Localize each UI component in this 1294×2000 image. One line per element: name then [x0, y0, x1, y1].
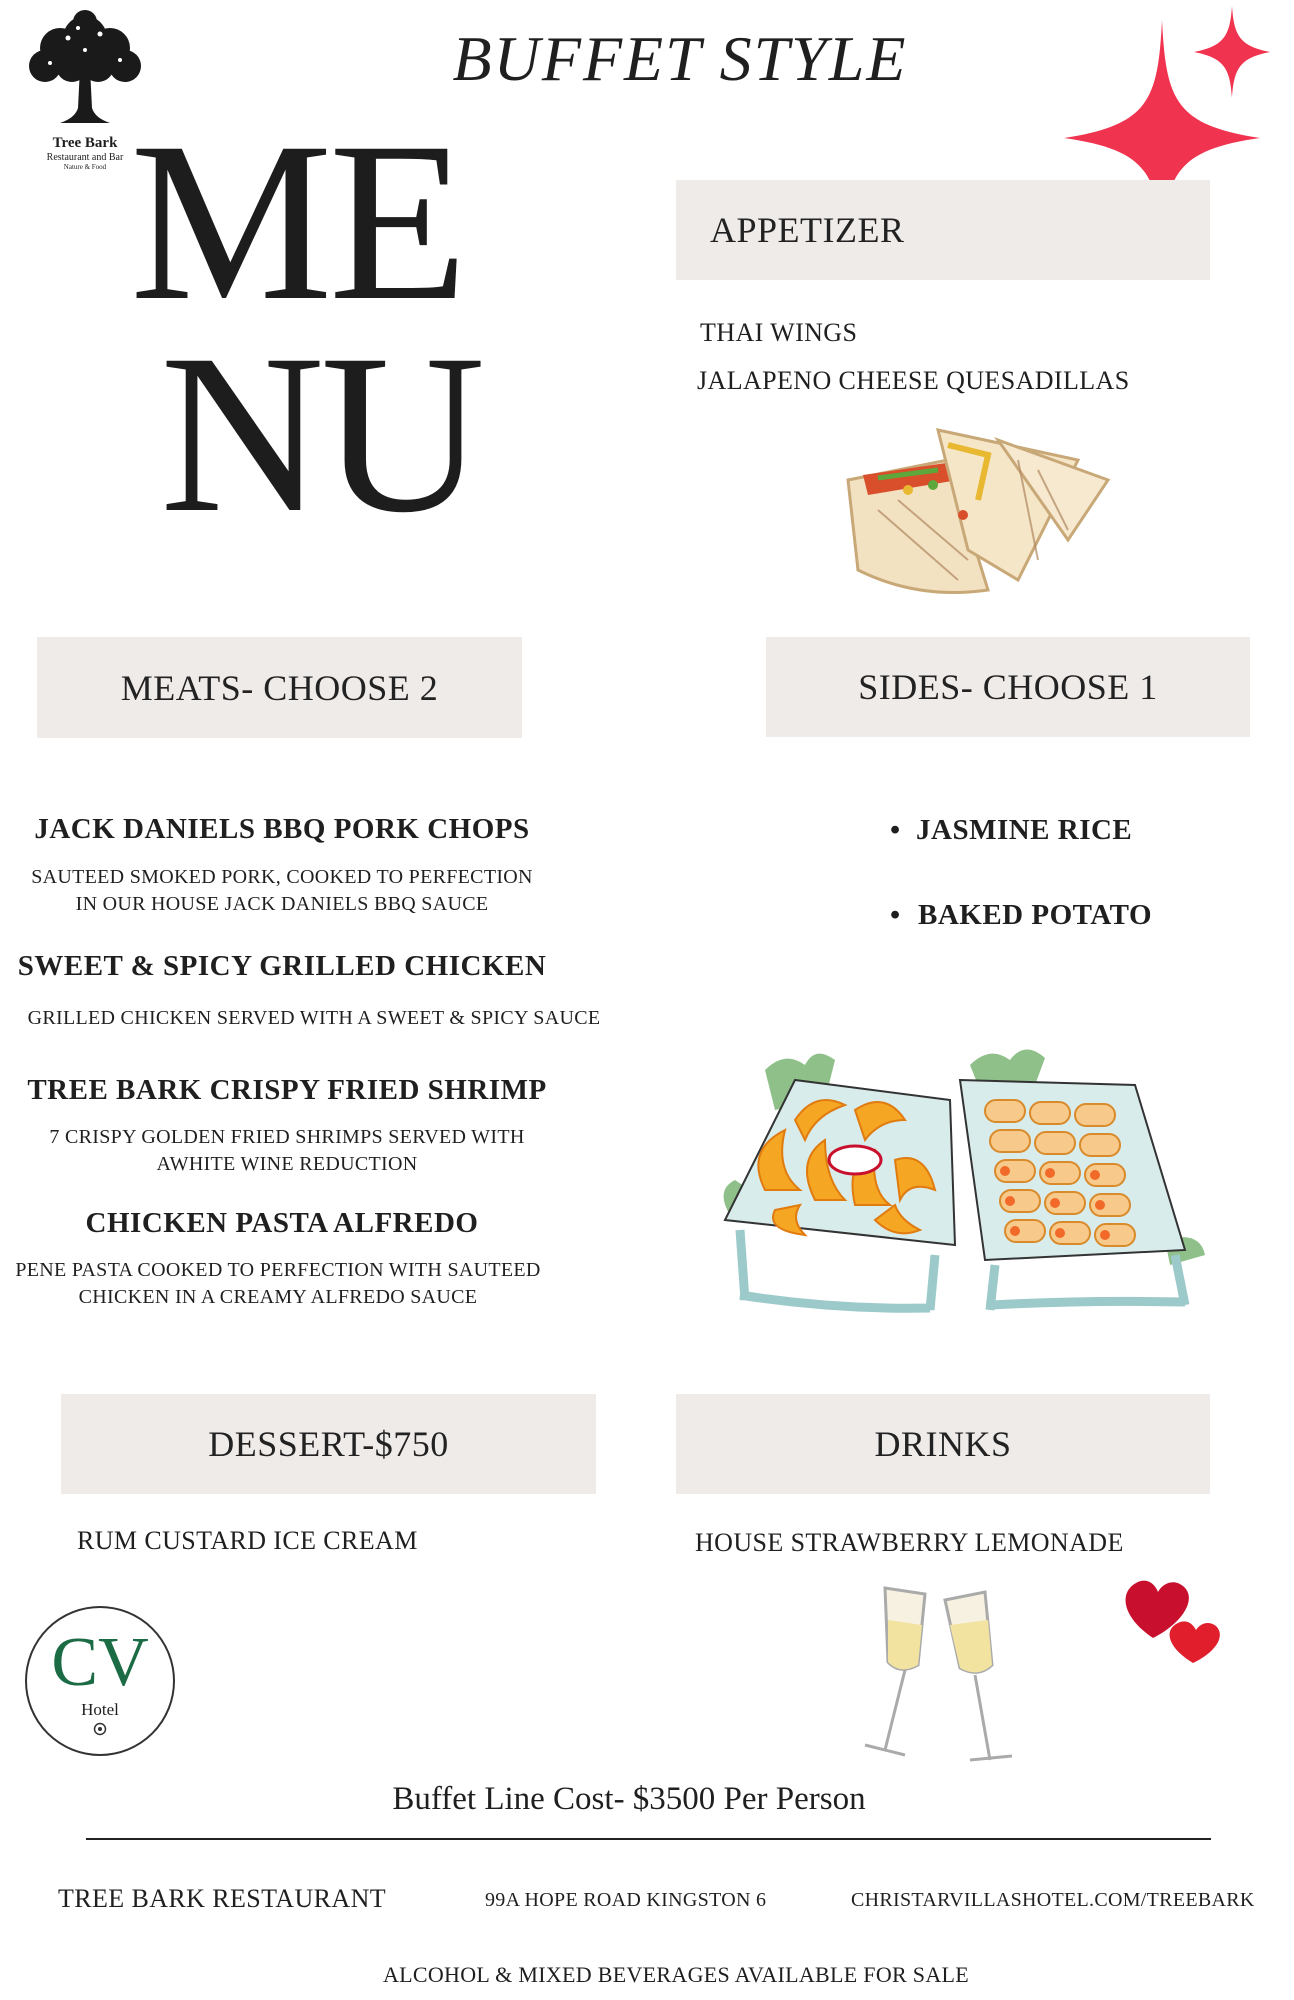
dessert-item: RUM CUSTARD ICE CREAM: [77, 1526, 418, 1555]
drinks-heading: DRINKS: [676, 1394, 1210, 1494]
footer-note: ALCOHOL & MIXED BEVERAGES AVAILABLE FOR SALE: [382, 1962, 970, 1987]
meats-heading: MEATS- CHOOSE 2: [37, 637, 522, 738]
footer-address: 99A HOPE ROAD KINGSTON 6: [485, 1889, 767, 1911]
logo-tagline: Nature & Food: [63, 163, 107, 171]
hearts-icon: [1118, 1568, 1228, 1668]
menu-word-line1: ME: [130, 96, 464, 348]
meat-item-1-name: JACK DANIELS BBQ PORK CHOPS: [34, 813, 530, 845]
bullet-icon: •: [890, 899, 901, 931]
buffet-trays-icon: [705, 1040, 1225, 1320]
sides-heading: SIDES- CHOOSE 1: [766, 637, 1250, 737]
meat-item-1-desc: SAUTEED SMOKED PORK, COOKED TO PERFECTION IN OUR HOUSE JACK DANIELS BBQ SAUCE: [31, 866, 533, 915]
footer-website[interactable]: CHRISTARVILLASHOTEL.COM/TREEBARK: [851, 1889, 1255, 1911]
meat-item-3-desc: 7 CRISPY GOLDEN FRIED SHRIMPS SERVED WITH AWHITE WINE REDUCTION: [49, 1126, 525, 1175]
side-item-2: • BAKED POTATO: [890, 899, 1153, 931]
location-pin-icon: [93, 1722, 107, 1738]
meat-item-4-name: CHICKEN PASTA ALFREDO: [85, 1207, 479, 1239]
appetizer-heading: APPETIZER: [676, 180, 1210, 280]
logo-subtitle: Restaurant and Bar: [46, 152, 124, 163]
cv-initials: CV: [51, 1624, 149, 1701]
bullet-icon: •: [890, 814, 901, 846]
meat-item-2-desc: GRILLED CHICKEN SERVED WITH A SWEET & SPICY SAUCE: [27, 1007, 601, 1029]
champagne-glasses-icon: [850, 1580, 1030, 1780]
meat-item-4-desc: PENE PASTA COOKED TO PERFECTION WITH SAUTEED CHICKEN IN A CREAMY ALFREDO SAUCE: [15, 1259, 541, 1308]
appetizer-item-1: THAI WINGS: [700, 318, 858, 347]
quesadilla-icon: [838, 420, 1118, 610]
buffet-cost: Buffet Line Cost- $3500 Per Person: [392, 1781, 866, 1817]
menu-word-line2: NU: [160, 308, 482, 560]
side-item-1: • JASMINE RICE: [890, 814, 1133, 846]
drinks-item: HOUSE STRAWBERRY LEMONADE: [695, 1528, 1124, 1557]
cv-label: Hotel: [81, 1700, 119, 1719]
page-title: BUFFET STYLE: [452, 23, 908, 94]
dessert-heading: DESSERT-$750: [61, 1394, 596, 1494]
cv-hotel-logo: [25, 1606, 175, 1756]
appetizer-item-2: JALAPENO CHEESE QUESADILLAS: [697, 366, 1130, 395]
meat-item-3-name: TREE BARK CRISPY FRIED SHRIMP: [27, 1074, 547, 1106]
meat-item-2-name: SWEET & SPICY GRILLED CHICKEN: [17, 950, 547, 982]
footer-restaurant: TREE BARK RESTAURANT: [58, 1884, 387, 1913]
logo-name: Tree Bark: [52, 135, 118, 151]
divider: [86, 1838, 1211, 1840]
